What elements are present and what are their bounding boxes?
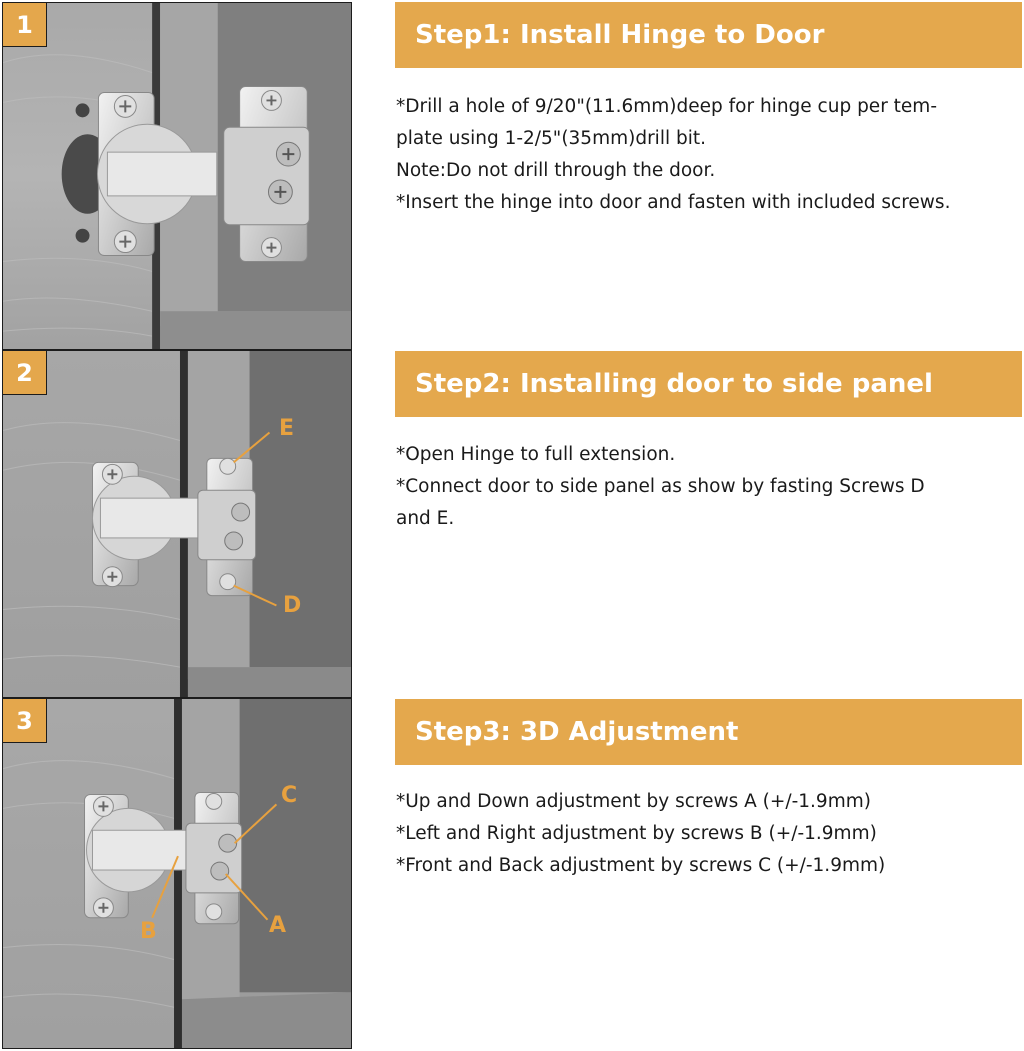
step-1-image-panel	[2, 2, 352, 350]
instruction-line: *Left and Right adjustment by screws B (+/-1.9mm)	[396, 823, 877, 844]
instruction-line: *Up and Down adjustment by screws A (+/-1.9mm)	[396, 791, 871, 812]
step-number-badge: 2	[3, 351, 47, 395]
step-2-title: Step2: Installing door to side panel	[395, 351, 1022, 417]
screw-d-label: D	[283, 593, 302, 618]
instruction-line: *Open Hinge to full extension.	[396, 444, 676, 465]
step-number-badge: 1	[3, 3, 47, 47]
step-2-instructions	[396, 439, 1022, 535]
instruction-line: *Insert the hinge into door and fasten with included screws.	[396, 192, 951, 213]
step-number-badge: 3	[3, 699, 47, 743]
instruction-line: and E.	[396, 508, 455, 529]
step-3-title: Step3: 3D Adjustment	[395, 699, 1022, 765]
3d-adjustment-illustration	[3, 699, 351, 1048]
hinge-install-illustration	[3, 3, 351, 349]
step-3-instructions	[396, 786, 1022, 882]
instruction-line: Note:Do not drill through the door.	[396, 160, 716, 181]
instruction-line: *Front and Back adjustment by screws C (+/-1.9mm)	[396, 855, 886, 876]
instruction-line: plate using 1-2/5"(35mm)drill bit.	[396, 128, 707, 149]
screw-e-label: E	[279, 416, 295, 441]
screw-a-label: A	[269, 913, 287, 938]
instruction-line: *Connect door to side panel as show by fasting Screws D	[396, 476, 925, 497]
screw-b-label: B	[140, 919, 157, 944]
step-1-instructions	[396, 91, 1022, 219]
instruction-line: *Drill a hole of 9/20"(11.6mm)deep for hinge cup per tem-	[396, 96, 938, 117]
step-3-image-panel	[2, 698, 352, 1049]
screw-c-label: C	[281, 783, 298, 808]
step-2-image-panel	[2, 350, 352, 698]
door-to-panel-illustration	[3, 351, 351, 697]
step-1-title: Step1: Install Hinge to Door	[395, 2, 1022, 68]
